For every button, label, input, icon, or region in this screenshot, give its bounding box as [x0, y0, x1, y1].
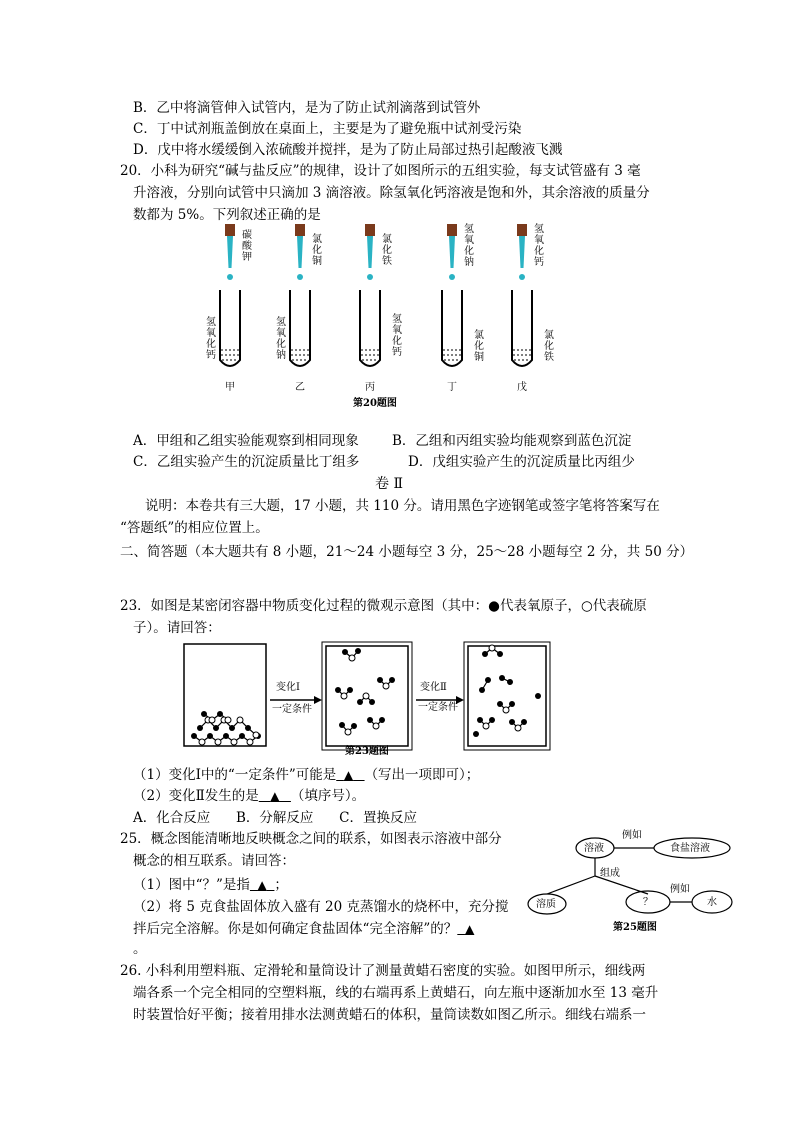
tube-jia-name: 甲	[225, 382, 235, 393]
answer-blank-marker: ▲	[343, 768, 354, 782]
q25-sub2-end: 。	[133, 941, 147, 957]
q20-figure-caption: 第20题图	[353, 398, 397, 409]
tube-jia-content-label: 氢氧化钙	[206, 317, 216, 361]
q23-arrow1-top-label: 变化Ⅰ	[276, 682, 300, 693]
q23-sub2-tail: （填序号）。	[290, 788, 366, 804]
tube-wu-name: 戊	[517, 382, 527, 393]
answer-blank-marker: ▲	[270, 789, 280, 803]
q23-sub1-tail: （写出一项即可）；	[364, 767, 480, 783]
q20-option-b: B．乙组和丙组实验均能观察到蓝色沉淀	[392, 433, 632, 449]
tube-yi-dropper-label: 氯化铜	[312, 234, 322, 267]
tube-ding-content-label: 氯化铜	[474, 330, 484, 363]
q23-sub2-text: （2）变化Ⅱ发生的是	[133, 788, 259, 804]
q23-arrow2-bottom-label: 一定条件	[418, 702, 458, 713]
q25-edge-compose: 组成	[600, 868, 620, 879]
q23-options: A．化合反应 B．分解反应 C．置换反应	[133, 810, 417, 826]
q25-sub2-line1: （2）将 5 克食盐固体放入盛有 20 克蒸馏水的烧杯中，充分搅	[133, 899, 509, 915]
tube-bing-dropper-label: 氯化铁	[382, 234, 392, 267]
tube-wu-dropper-label: 氢氧化钙	[534, 224, 544, 268]
tube-jia-dropper-label: 碳酸钾	[242, 230, 252, 263]
q23-stem-line1: 23．如图是某密闭容器中物质变化过程的微观示意图（其中：●代表氧原子，○代表硫原	[120, 598, 647, 614]
q23-stem-line2: 子）。请回答：	[133, 620, 221, 636]
q25-sub1-text: （1）图中“？”是指	[133, 877, 250, 893]
q25-stem-line2: 概念的相互联系。请回答：	[133, 853, 295, 869]
q25-node-unknown: ？	[643, 897, 653, 908]
answer-blank-marker: ▲	[464, 922, 475, 936]
q23-sub2-blank[interactable]	[259, 789, 291, 803]
q26-line3: 时装置恰好平衡；接着用排水法测黄蜡石的体积，量筒读数如图乙所示。细线右端系一	[133, 1007, 646, 1023]
q25-edge-example1: 例如	[622, 830, 642, 841]
q25-sub2-text: 拌后完全溶解。你是如何确定食盐固体“完全溶解”的？	[133, 921, 458, 937]
q25-node-water: 水	[707, 897, 717, 908]
q25-sub2-blank[interactable]	[457, 922, 474, 936]
tube-yi-name: 乙	[295, 382, 305, 393]
q20-stem-line3: 数都为 5%。下列叙述正确的是	[133, 207, 321, 223]
q26-line1: 26. 小科利用塑料瓶、定滑轮和量筒设计了测量黄蜡石密度的实验。如图甲所示，细线两	[120, 963, 646, 979]
tube-ding-dropper-label: 氢氧化钠	[464, 224, 474, 268]
q25-stem-line1: 25．概念图能清晰地反映概念之间的联系，如图表示溶液中部分	[120, 831, 502, 847]
q20-option-a: A．甲组和乙组实验能观察到相同现象	[133, 433, 359, 449]
q25-figure-caption: 第25题图	[613, 922, 657, 933]
q20-stem-line2: 升溶液，分别向试管中只滴加 3 滴溶液。除氢氧化钙溶液是饱和外，其余溶液的质量分	[133, 185, 650, 201]
juan2-title: 卷 Ⅱ	[375, 476, 403, 492]
answer-blank-marker: ▲	[257, 878, 267, 892]
tube-ding-name: 丁	[447, 382, 457, 393]
q26-line2: 端各系一个完全相同的空塑料瓶，线的右端再系上黄蜡石，向左瓶中逐渐加水至 13 毫升	[133, 985, 659, 1001]
q25-edge-example2: 例如	[670, 884, 690, 895]
q23-sub1-blank[interactable]	[336, 768, 364, 782]
section2-heading: 二、简答题（本大题共有 8 小题，21～24 小题每空 3 分，25～28 小题每空 2 分，共 50 分）	[120, 544, 694, 560]
tube-bing-content-label: 氢氧化钙	[392, 314, 402, 358]
q23-arrow2-top-label: 变化Ⅱ	[420, 682, 447, 693]
q25-concept-map	[520, 828, 748, 938]
q25-sub1-blank[interactable]	[250, 878, 275, 892]
q23-molecules-svg	[180, 640, 552, 758]
tube-wu-content-label: 氯化铁	[544, 330, 554, 363]
q19-option-d: D．戊中将水缓缓倒入浓硫酸并搅拌，是为了防止局部过热引起酸液飞溅	[133, 142, 563, 158]
q25-sub1	[133, 876, 288, 894]
q25-sub2-line2	[133, 920, 474, 938]
q25-node-solution: 溶液	[584, 843, 604, 854]
q20-option-c: C．乙组实验产生的沉淀质量比丁组多	[133, 454, 360, 470]
q23-sub1	[133, 766, 479, 784]
q25-node-salt-solution: 食盐溶液	[670, 843, 710, 854]
q20-option-d: D．戊组实验产生的沉淀质量比丙组少	[408, 454, 635, 470]
tube-yi-content-label: 氢氧化钠	[276, 317, 286, 361]
q23-figure-caption: 第23题图	[345, 746, 389, 757]
tube-bing-name: 丙	[365, 382, 375, 393]
q20-figure	[190, 222, 580, 412]
q19-option-b: B．乙中将滴管伸入试管内，是为了防止试剂滴落到试管外	[133, 100, 481, 116]
juan2-note-line2: “答题纸”的相应位置上。	[120, 520, 269, 536]
q23-sub2	[133, 787, 365, 805]
q20-stem-line1: 20．小科为研究“碱与盐反应”的规律，设计了如图所示的五组实验，每支试管盛有 3 毫	[120, 163, 641, 179]
q19-option-c: C．丁中试剂瓶盖倒放在桌面上，主要是为了避免瓶中试剂受污染	[133, 121, 522, 137]
q25-node-solute: 溶质	[536, 899, 556, 910]
q25-sub1-tail: ；	[274, 877, 288, 893]
q23-figure	[180, 640, 552, 758]
q23-arrow1-bottom-label: 一定条件	[272, 704, 312, 715]
juan2-note-line1: 说明：本卷共有三大题，17 小题，共 110 分。请用黑色字迹钢笔或签字笔将答案写在	[145, 498, 660, 514]
q23-sub1-text: （1）变化Ⅰ中的“一定条件”可能是	[133, 767, 337, 783]
